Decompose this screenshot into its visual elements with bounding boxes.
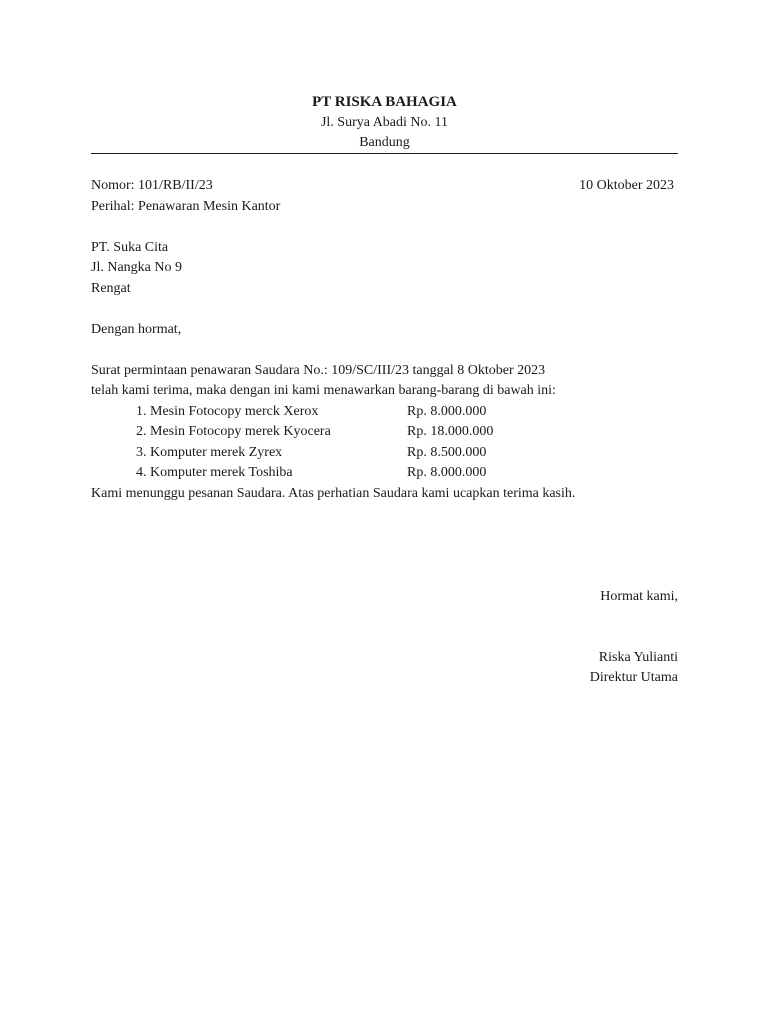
item-price: Rp. 8.000.000 (407, 404, 487, 419)
intro-line-1: Surat permintaan penawaran Saudara No.: 109/SC/III/23 tanggal 8 Oktober 2023 (91, 363, 546, 378)
letter-number: Nomor: 101/RB/II/23 (91, 178, 213, 193)
letter-date: 10 Oktober 2023 (579, 178, 674, 193)
letter-subject: Perihal: Penawaran Mesin Kantor (91, 199, 281, 214)
recipient-address: Jl. Nangka No 9 (91, 260, 182, 275)
item-name: 2. Mesin Fotocopy merek Kyocera (136, 424, 331, 439)
signatory-title: Direktur Utama (589, 670, 678, 685)
letterhead-divider (91, 153, 678, 154)
item-name: 1. Mesin Fotocopy merck Xerox (136, 404, 319, 419)
signature-salutation: Hormat kami, (600, 589, 678, 604)
company-city: Bandung (359, 135, 410, 150)
item-price: Rp. 18.000.000 (407, 424, 494, 439)
item-price: Rp. 8.000.000 (407, 465, 487, 480)
recipient-city: Rengat (91, 281, 131, 296)
closing-sentence: Kami menunggu pesanan Saudara. Atas perhatian Saudara kami ucapkan terima kasih. (91, 486, 576, 501)
greeting: Dengan hormat, (91, 322, 182, 337)
company-name: PT RISKA BAHAGIA (312, 94, 457, 110)
company-address: Jl. Surya Abadi No. 11 (320, 115, 449, 130)
intro-line-2: telah kami terima, maka dengan ini kami menawarkan barang-barang di bawah ini: (91, 383, 556, 398)
item-name: 4. Komputer merek Toshiba (136, 465, 293, 480)
recipient-name: PT. Suka Cita (91, 240, 169, 255)
signatory-name: Riska Yulianti (598, 650, 678, 665)
item-name: 3. Komputer merek Zyrex (136, 445, 283, 460)
item-price: Rp. 8.500.000 (407, 445, 487, 460)
